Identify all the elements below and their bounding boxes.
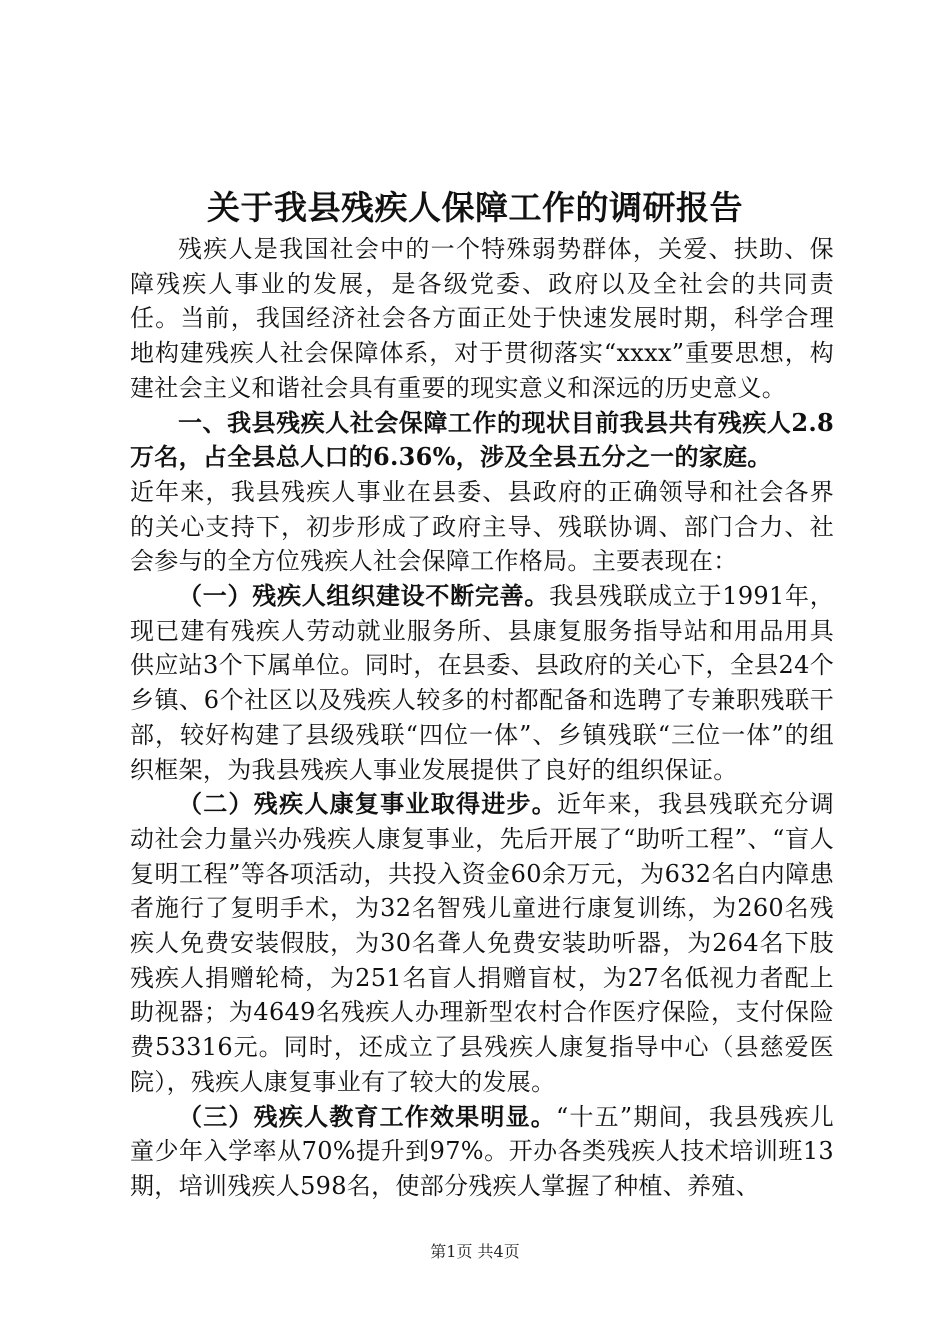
paragraph-overview: 近年来，我县残疾人事业在县委、县政府的正确领导和社会各界的关心支持下，初步形成了政府主导、残联协调、部门合力、社会参与的全方位残疾人社会保障工作格局。主要表现在： bbox=[130, 477, 834, 576]
page-number-footer: 第1页 共4页 bbox=[430, 1242, 520, 1261]
paragraph-lead: （一）残疾人组织建设不断完善。 bbox=[178, 581, 550, 611]
paragraph-organization bbox=[130, 579, 834, 787]
paragraph-intro: 残疾人是我国社会中的一个特殊弱势群体，关爱、扶助、保障残疾人事业的发展，是各级党委、政府以及全社会的共同责任。当前，我国经济社会各方面正处于快速发展时期，科学合理地构建残疾人社会保障体系，对于贯彻落实“xxxx”重要思想，构建社会主义和谐社会具有重要的现实意义和深远的历史意义。 bbox=[130, 235, 834, 402]
paragraph-education bbox=[130, 1100, 834, 1204]
paragraph-rehabilitation bbox=[130, 787, 834, 1099]
paragraph-text: 我县残联成立于1991年，现已建有残疾人劳动就业服务所、县康复服务指导站和用品用具供应站3个下属单位。同时，在县委、县政府的关心下，全县24个乡镇、6个社区以及残疾人较多的村都配备和选聘了专兼职残联干部，较好构建了县级残联“四位一体”、乡镇残联“三位一体”的组织框架，为我县残疾人事业发展提供了良好的组织保证。 bbox=[130, 582, 834, 784]
paragraph-lead: （二）残疾人康复事业取得进步。 bbox=[178, 789, 558, 819]
paragraph-lead: （三）残疾人教育工作效果明显。 bbox=[178, 1101, 556, 1131]
document-title: 关于我县残疾人保障工作的调研报告 bbox=[207, 188, 743, 227]
paragraph-text: “十五”期间，我县残疾儿童少年入学率从70%提升到97%。开办各类残疾人技术培训班13期，培训残疾人598名，使部分残疾人掌握了种植、养殖、 bbox=[130, 1102, 835, 1200]
document-body bbox=[130, 232, 834, 1204]
section-heading-1: 一、我县残疾人社会保障工作的现状目前我县共有残疾人2.8万名，占全县总人口的6.36%，涉及全县五分之一的家庭。 bbox=[130, 407, 834, 472]
paragraph-text: 近年来，我县残联充分调动社会力量兴办残疾人康复事业，先后开展了“助听工程”、“盲人复明工程”等各项活动，共投入资金60余万元，为632名白内障患者施行了复明手术，为32名智残儿童进行康复训练，为260名残疾人免费安装假肢，为30名聋人免费安装助听器，为264名下肢残疾人捐赠轮椅，为251名盲人捐赠盲杖，为27名低视力者配上助视器；为4649名残疾人办理新型农村合作医疗保险，支付保险费53316元。同时，还成立了县残疾人康复指导中心（县慈爱医院），残疾人康复事业有了较大的发展。 bbox=[130, 790, 834, 1096]
